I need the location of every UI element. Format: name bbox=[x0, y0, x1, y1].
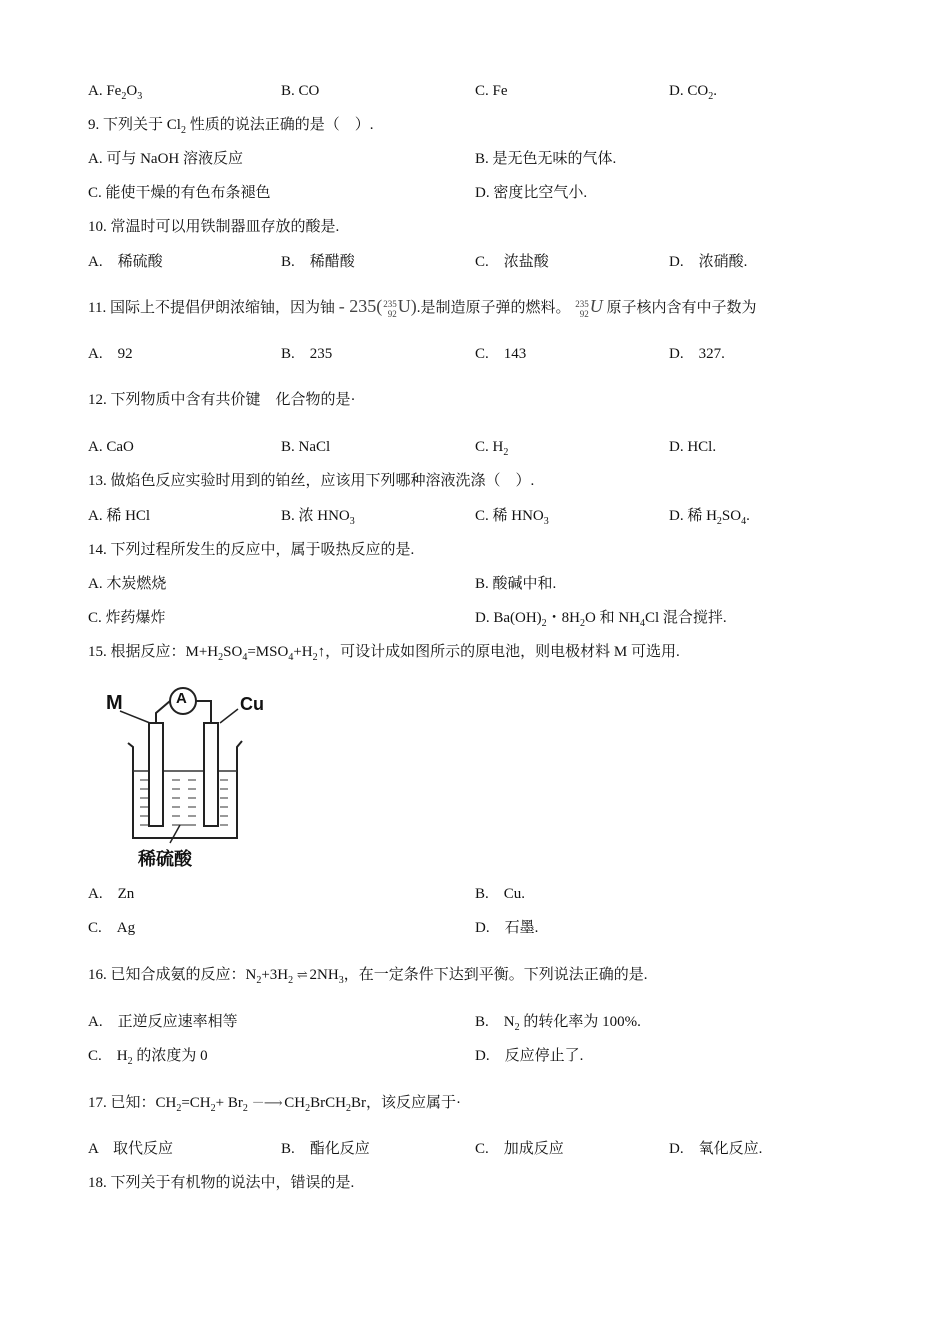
q9-option-d: D. 密度比空气小. bbox=[475, 185, 588, 201]
q17-option-b: B. 酯化反应 bbox=[281, 1141, 370, 1157]
q16-option-b: B. $N_2$ 的转化率为 100%. bbox=[475, 1014, 641, 1033]
q9-stem: 9. 下列关于 $Cl_2$ 性质的说法正确的是（ ）. bbox=[88, 117, 374, 136]
solution-label: 稀硫酸 bbox=[138, 849, 192, 870]
q17-option-a: A 取代反应 bbox=[88, 1141, 174, 1157]
q8-option-c: C. Fe bbox=[475, 83, 508, 99]
q13-option-d: D. 稀 $H_2SO_4$. bbox=[669, 508, 750, 527]
q17-option-c: C. 加成反应 bbox=[475, 1141, 564, 1157]
q16-option-a: A. 正逆反应速率相等 bbox=[88, 1014, 238, 1030]
q11-stem: 11. 国际上不提倡伊朗浓缩铀，因为铀 - 235(235 92U).是制造原子弹的燃料。 235 92U 原子核内含有中子数为 bbox=[88, 296, 757, 319]
q14-stem: 14. 下列过程所发生的反应中，属于吸热反应的是. bbox=[88, 542, 415, 558]
q10-stem: 10. 常温时可以用铁制器皿存放的酸是. bbox=[88, 219, 340, 235]
q15-option-a: A. Zn bbox=[88, 886, 135, 902]
q18-stem: 18. 下列关于有机物的说法中，错误的是. bbox=[88, 1175, 355, 1191]
q13-option-c: C. 稀 $HNO_3$ bbox=[475, 508, 549, 527]
q10-option-c: C. 浓盐酸 bbox=[475, 254, 549, 270]
q12-option-b: B. NaCl bbox=[281, 439, 331, 455]
q14-option-c: C. 炸药爆炸 bbox=[88, 610, 166, 626]
q13-option-a: A. 稀 HCl bbox=[88, 508, 151, 524]
q8-option-a: A. $Fe_2O_3$ bbox=[88, 83, 143, 102]
equilibrium-arrow-icon: ⇌ bbox=[296, 967, 306, 982]
q11-option-b: B. 235 bbox=[281, 346, 333, 362]
q16-option-d: D. 反应停止了. bbox=[475, 1048, 584, 1064]
q10-option-d: D. 浓硝酸. bbox=[669, 254, 748, 270]
q12-option-d: D. HCl. bbox=[669, 439, 717, 455]
q14-option-d: D. $Ba(OH)_2$・$8H_2O$ 和 $NH_4Cl$ 混合搅拌. bbox=[475, 610, 727, 629]
q14-option-a: A. 木炭燃烧 bbox=[88, 576, 167, 592]
q12-option-a: A. CaO bbox=[88, 439, 134, 455]
q12-option-c: C. $H_2$ bbox=[475, 439, 509, 458]
galvanic-cell-diagram bbox=[100, 683, 290, 873]
q15-option-d: D. 石墨. bbox=[475, 920, 539, 936]
electrode-m-label: M bbox=[106, 692, 123, 714]
u235-isotope-notation: 235 92 bbox=[383, 298, 397, 319]
q11-option-d: D. 327. bbox=[669, 346, 725, 362]
q15-option-b: B. Cu. bbox=[475, 886, 526, 902]
q8-option-b: B. CO bbox=[281, 83, 320, 99]
q8-option-d: D. $CO_2$. bbox=[669, 83, 717, 102]
q13-option-b: B. 浓 $HNO_3$ bbox=[281, 508, 355, 527]
q9-option-a: A. 可与 NaOH 溶液反应 bbox=[88, 151, 243, 167]
q15-stem: 15. 根据反应：$M+H_2SO_4=MSO_4+H_2↑$，可设计成如图所示的原电池，则电极材料 M 可选用. bbox=[88, 644, 680, 663]
q15-option-c: C. Ag bbox=[88, 920, 136, 936]
reaction-arrow-icon: － ⟶ bbox=[251, 1095, 281, 1110]
q10-option-b: B. 稀醋酸 bbox=[281, 254, 355, 270]
q10-option-a: A. 稀硫酸 bbox=[88, 254, 163, 270]
electrode-cu-label: Cu bbox=[240, 694, 264, 714]
ammeter-label: A bbox=[176, 690, 187, 707]
q11-option-a: A. 92 bbox=[88, 346, 133, 362]
q13-stem: 13. 做焰色反应实验时用到的铂丝，应该用下列哪种溶液洗涤（ ）. bbox=[88, 473, 535, 489]
q9-option-c: C. 能使干燥的有色布条褪色 bbox=[88, 185, 271, 201]
q11-option-c: C. 143 bbox=[475, 346, 527, 362]
q17-option-d: D. 氧化反应. bbox=[669, 1141, 763, 1157]
q14-option-b: B. 酸碱中和. bbox=[475, 576, 557, 592]
q17-stem: 17. 已知：$CH_2=CH_2+ Br_2$ － ⟶ $CH_2BrCH_2Br$，该反应属于· bbox=[88, 1095, 461, 1114]
q12-stem: 12. 下列物质中含有共价键 化合物的是· bbox=[88, 392, 356, 408]
q16-option-c: C. $H_2$ 的浓度为 0 bbox=[88, 1048, 208, 1067]
q9-option-b: B. 是无色无味的气体. bbox=[475, 151, 617, 167]
q16-stem: 16. 已知合成氨的反应：$N_2+3H_2$ ⇌ $2NH_3$，在一定条件下达到平衡。下列说法正确的是. bbox=[88, 967, 648, 986]
